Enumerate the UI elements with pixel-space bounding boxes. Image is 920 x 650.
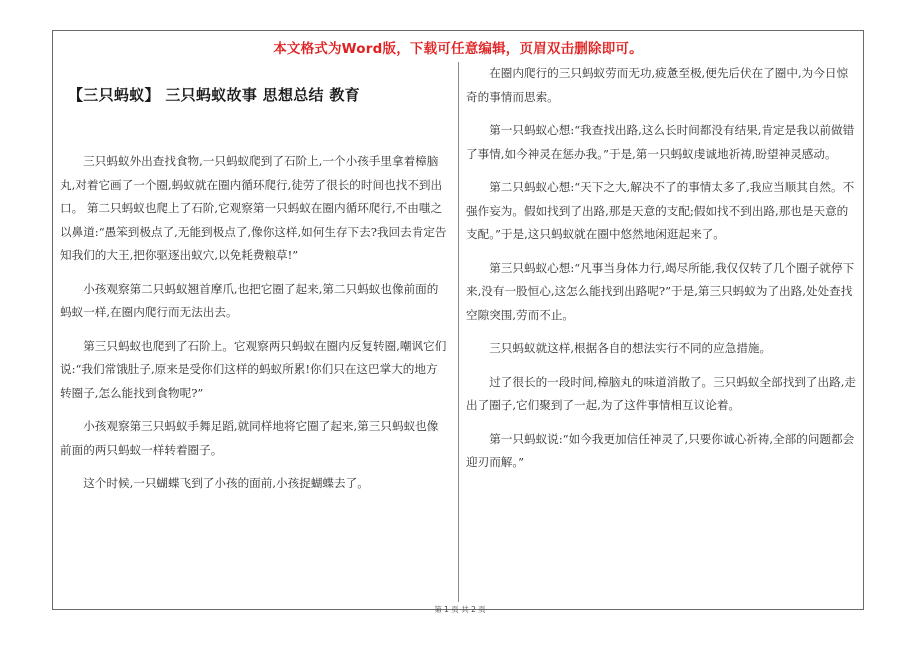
paragraph: 第三只蚂蚁心想:“凡事当身体力行,竭尽所能,我仅仅转了几个圈子就停下来,没有一股恒心,这怎么能找到出路呢?”于是,第三只蚂蚁为了出路,处处查找空隙突围,劳而不止。 bbox=[466, 260, 855, 322]
paragraph: 小孩观察第三只蚂蚁手舞足蹈,就同样地将它圈了起来,第三只蚂蚁也像前面的两只蚂蚁一样转着圈子。 bbox=[60, 419, 439, 457]
column-divider bbox=[458, 62, 459, 602]
paragraph: 三只蚂蚁外出查找食物,一只蚂蚁爬到了石阶上,一个小孩手里拿着樟脑丸,对着它画了一个圈,蚂蚁就在圈内循环爬行,徒劳了很长的时间也找不到出口。 第二只蚂蚁也爬上了石阶,它观察第一只蚂蚁在圈内循环爬行,不由嗤之以鼻道:“愚笨到极点了,无能到极点了,像你这样,如何生存下去?我回去肯定告知我们的大王,把你驱逐出蚁穴,以免耗费粮草!” bbox=[60, 154, 447, 262]
paragraph: 第一只蚂蚁说:“如今我更加信任神灵了,只要你诚心祈祷,全部的问题都会迎刃而解。” bbox=[466, 431, 855, 469]
paragraph: 小孩观察第二只蚂蚁翘首摩爪,也把它圈了起来,第二只蚂蚁也像前面的蚂蚁一样,在圈内爬行而无法出去。 bbox=[60, 281, 439, 319]
paragraph: 过了很长的一段时间,樟脑丸的味道消散了。三只蚂蚁全部找到了出路,走出了圈子,它们聚到了一起,为了这件事情相互议论着。 bbox=[466, 374, 856, 412]
paragraph: 这个时候,一只蝴蝶飞到了小孩的面前,小孩捉蝴蝶去了。 bbox=[83, 476, 369, 490]
left-column bbox=[60, 150, 448, 506]
paragraph: 第三只蚂蚁也爬到了石阶上。它观察两只蚂蚁在圈内反复转圈,嘲讽它们说:“我们常饿肚子,原来是受你们这样的蚂蚁所累!你们只在这巴掌大的地方转圈子,怎么能找到食物呢?” bbox=[60, 338, 447, 400]
paragraph: 第一只蚂蚁心想:“我查找出路,这么长时间都没有结果,肯定是我以前做错了事情,如今神灵在惩办我。”于是,第一只蚂蚁虔诚地祈祷,盼望神灵感动。 bbox=[466, 123, 855, 161]
header-notice: 本文格式为Word版，下载可任意编辑，页眉双击删除即可。 bbox=[273, 41, 643, 57]
right-column bbox=[466, 62, 858, 485]
paragraph: 第二只蚂蚁心想:“天下之大,解决不了的事情太多了,我应当顺其自然。不强作妄为。假如找到了出路,那是天意的支配;假如找不到出路,那也是天意的支配。”于是,这只蚂蚁就在圈中悠然地闲逛起来了。 bbox=[466, 180, 855, 241]
paragraph: 在圈内爬行的三只蚂蚁劳而无功,疲惫至极,便先后伏在了圈中,为今日惊奇的事情而思索。 bbox=[466, 66, 849, 104]
document-title: 【三只蚂蚁】 三只蚂蚁故事 思想总结 教育 bbox=[68, 86, 360, 104]
paragraph: 三只蚂蚁就这样,根据各自的想法实行不同的应急措施。 bbox=[489, 341, 772, 355]
page-number: 第 1 页 共 2 页 bbox=[434, 605, 486, 614]
